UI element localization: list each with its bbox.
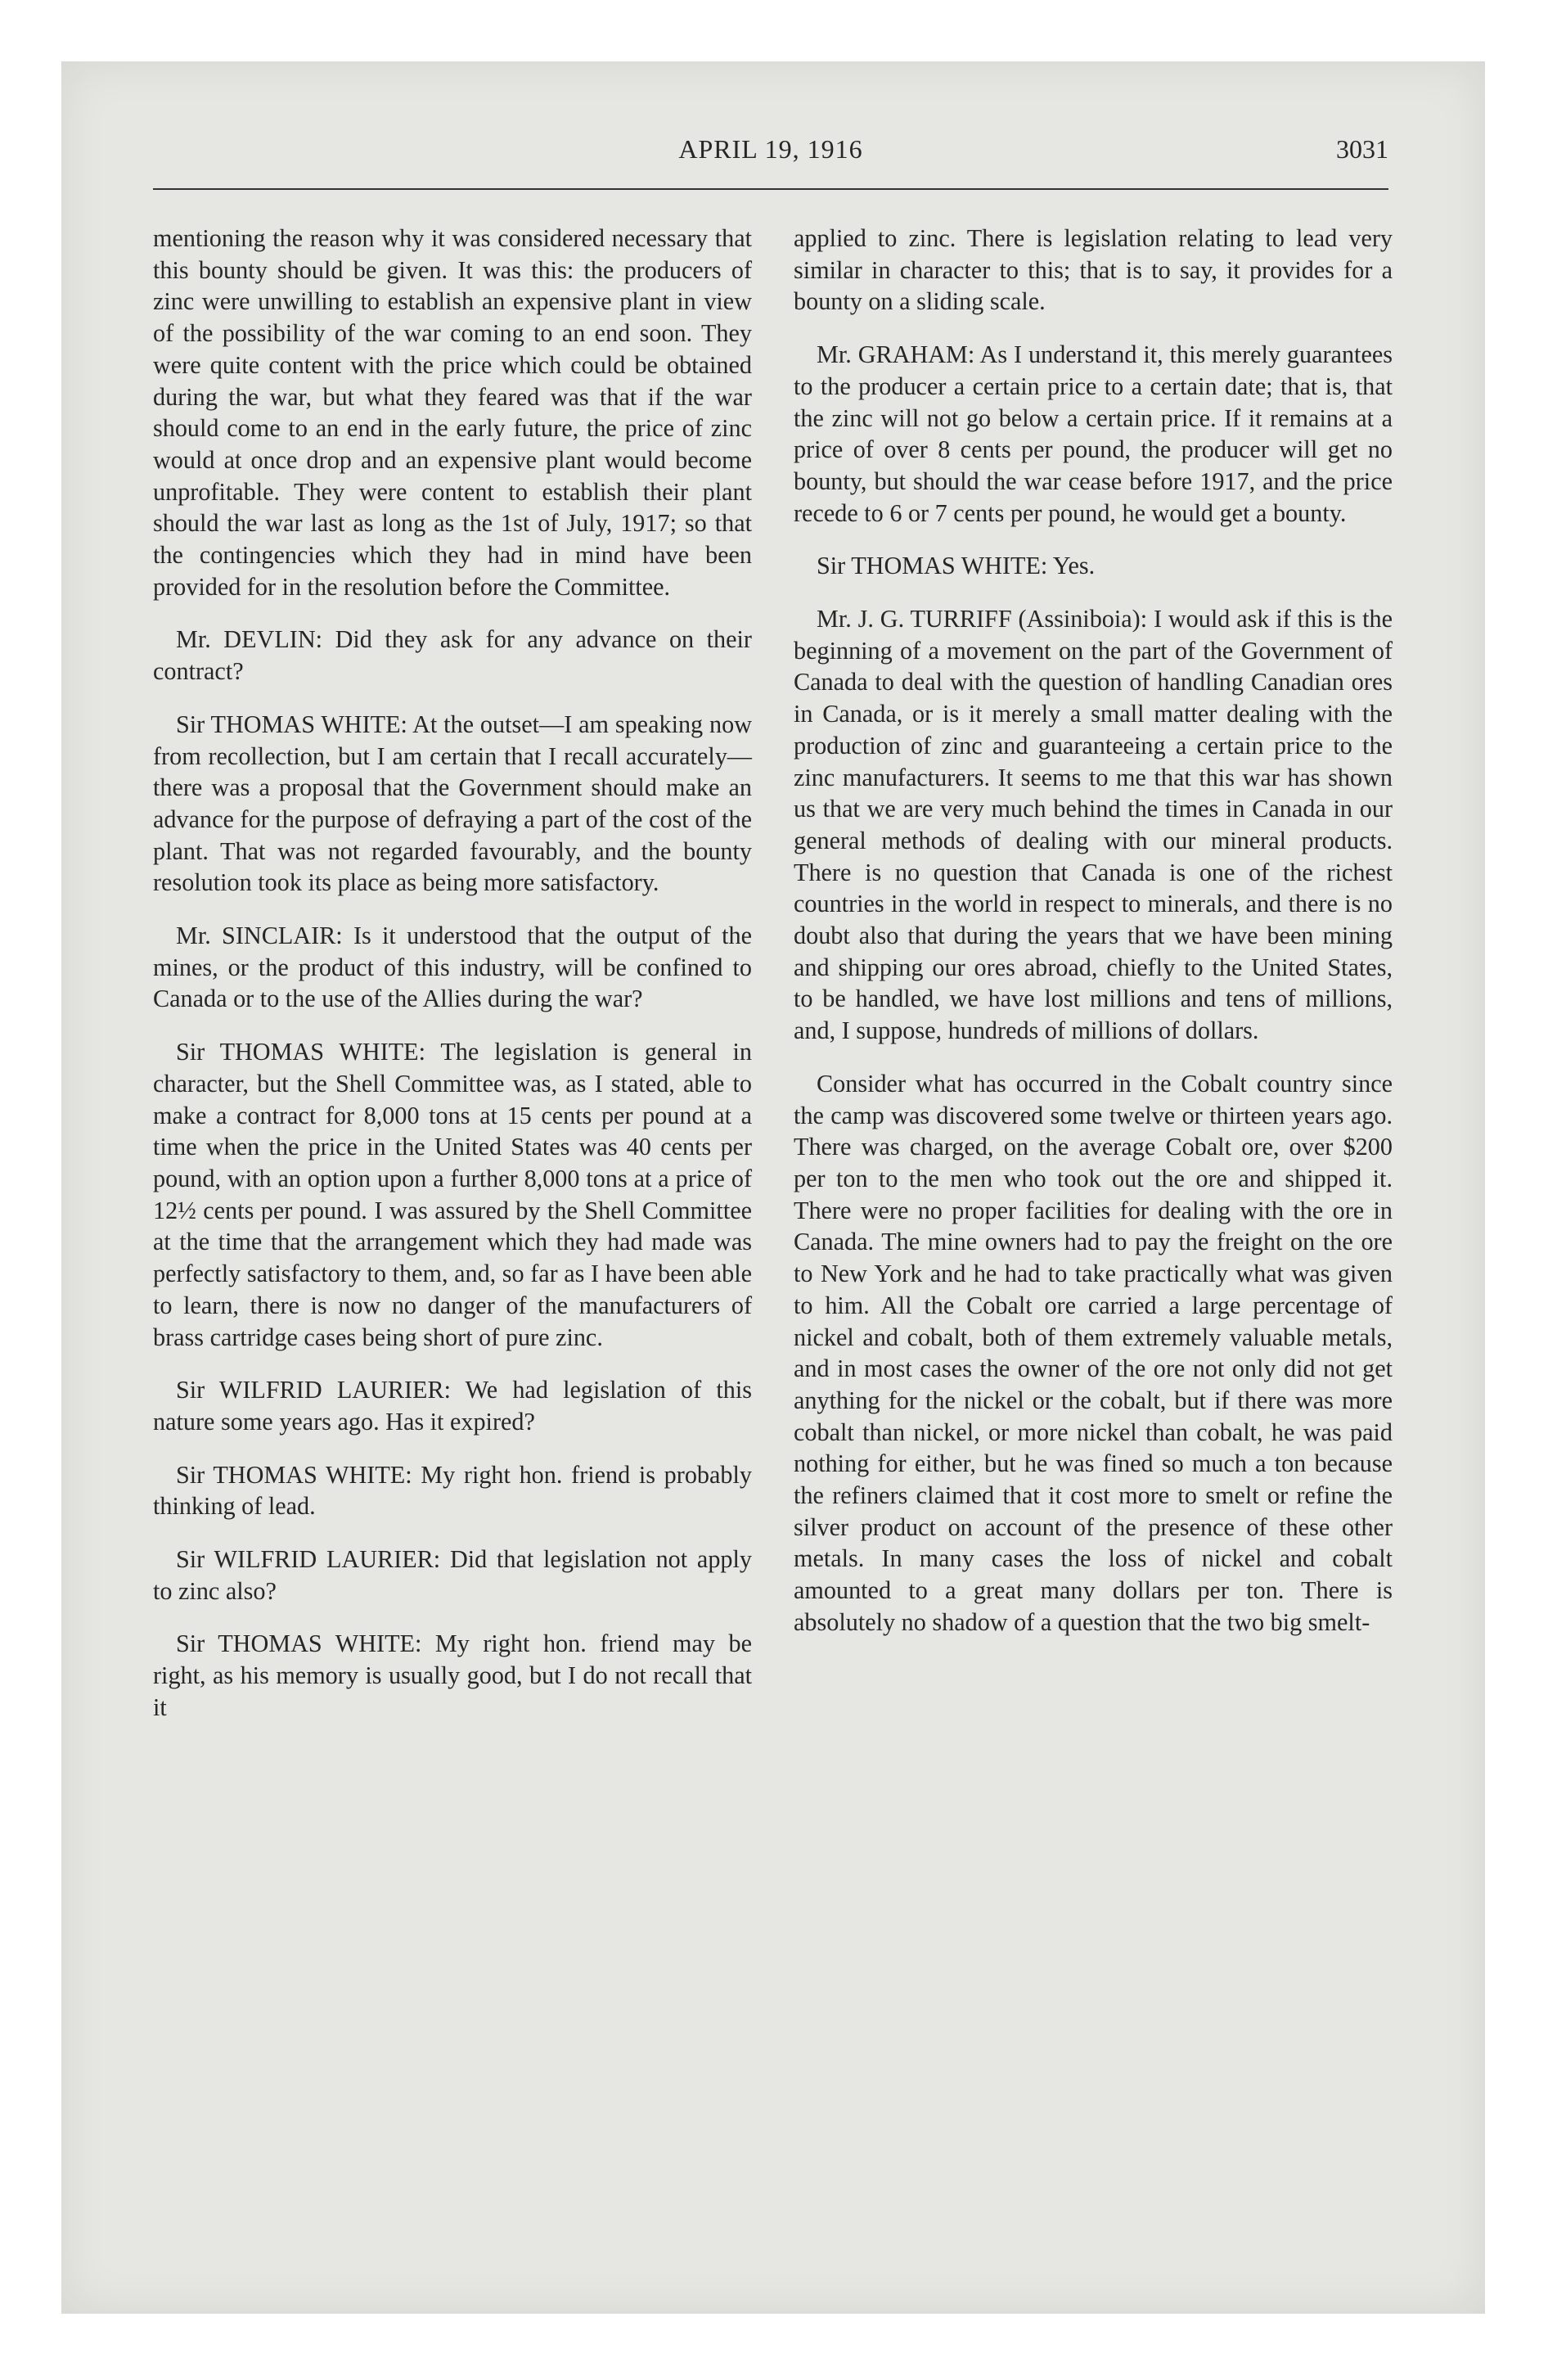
page-header [153,131,1388,177]
header-rule [153,188,1388,190]
paragraph-white-4: Sir THOMAS WHITE: My right hon. friend may be right, as his memory is usually good, but I do not recall that it [153,1629,752,1721]
paragraph-white-1: Sir THOMAS WHITE: At the outset—I am speaking now from recollection, but I am certain that I recall accurately—there was a proposal that the Government should make an advance for the purpose of defraying a part of the cost of the plant. That was not regarded favourably, and the bounty resolution took its place as being more satisfactory. [153,710,752,897]
paragraph-white-2: Sir THOMAS WHITE: The legislation is general in character, but the Shell Committee was, as I stated, able to make a contract for 8,000 tons at 15 cents per pound at a time when the price in the United States was 40 cents per pound, with an option upon a further 8,000 tons at a price of 12½ cents per pound. I was assured by the Shell Committee at the time that the arrangement which they had made was perfectly satisfactory to them, and, so far as I have been able to learn, there is now no danger of the manufacturers of brass cartridge cases being short of pure zinc. [153,1038,752,1351]
paragraph-white-yes: Sir THOMAS WHITE: Yes. [817,552,1096,580]
paragraph-laurier-2: Sir WILFRID LAURIER: Did that legislation not apply to zinc also? [153,1545,752,1605]
paragraph-sinclair: Mr. SINCLAIR: Is it understood that the output of the mines, or the product of this industry, will be confined to Canada or to the use of the Allies during the war? [153,922,752,1013]
paragraph-continuation-right: applied to zinc. There is legislation relating to lead very similar in character to this; that is to say, it provides for a bounty on a sliding scale. [794,224,1393,316]
paragraph-turriff-2: Consider what has occurred in the Cobalt country since the camp was discovered some twelve or thirteen years ago. There was charged, on the average Cobalt ore, over $200 per ton to the men who took out the ore and shipped it. There were no proper facilities for dealing with the ore in Canada. The mine owners had to pay the freight on the ore to New York and he had to take practically what was given to him. All the Cobalt ore carried a large percentage of nickel and cobalt, both of them extremely valuable metals, and in most cases the owner of the ore not only did not get anything for the nickel or the cobalt, but if there was more cobalt than nickel, or more nickel than cobalt, he was paid nothing for either, but he was fined so much a ton because the refiners claimed that it cost more to smelt or refine the silver product on account of the presence of these other metals. In many cases the loss of nickel and cobalt amounted to a great many dollars per ton. There is absolutely no shadow of a question that the two big smelt- [794,1069,1393,1636]
paragraph-continuation: mentioning the reason why it was considered necessary that this bounty should be given. It was this: the producers of zinc were unwilling to establish an expensive plant in view of the possibility of the war coming to an end soon. They were quite content with the price which could be obtained during the war, but what they feared was that if the war should come to an end in the early future, the price of zinc would at once drop and an expensive plant would become unprofitable. They were content to establish their plant should the war last as long as the 1st of July, 1917; so that the contingencies which they had in mind have been provided for in the resolution before the Committee. [153,224,752,601]
header-date: APRIL 19, 1916 [678,134,863,164]
left-column [153,223,752,1724]
paragraph-graham: Mr. GRAHAM: As I understand it, this merely guarantees to the producer a certain price to a certain date; that is, that the zinc will not go below a certain price. If it remains at a price of over 8 cents per pound, the producer will get no bounty, but should the war cease before 1917, and the price recede to 6 or 7 cents per pound, he would get a bounty. [794,340,1393,527]
paragraph-devlin: Mr. DEVLIN: Did they ask for any advance on their contract? [153,625,752,686]
right-column [794,223,1393,1639]
hansard-page [153,131,1393,1721]
page-number: 3031 [1336,134,1388,164]
paragraph-laurier-1: Sir WILFRID LAURIER: We had legislation of this nature some years ago. Has it expired? [153,1376,752,1436]
paragraph-turriff-1: Mr. J. G. TURRIFF (Assiniboia): I would ask if this is the beginning of a movement on the part of the Government of Canada to deal with the question of handling Canadian ores in Canada, or is it merely a small matter dealing with the production of zinc and guaranteeing a certain price to the zinc manufacturers. It seems to me that this war has shown us that we are very much behind the times in Canada in our general methods of dealing with our mineral products. There is no question that Canada is one of the richest countries in the world in respect to minerals, and there is no doubt also that during the years that we have been mining and shipping our ores abroad, chiefly to the United States, to be handled, we have lost millions and tens of millions, and, I suppose, hundreds of millions of dollars. [794,605,1393,1045]
paragraph-white-3: Sir THOMAS WHITE: My right hon. friend is probably thinking of lead. [153,1460,752,1521]
